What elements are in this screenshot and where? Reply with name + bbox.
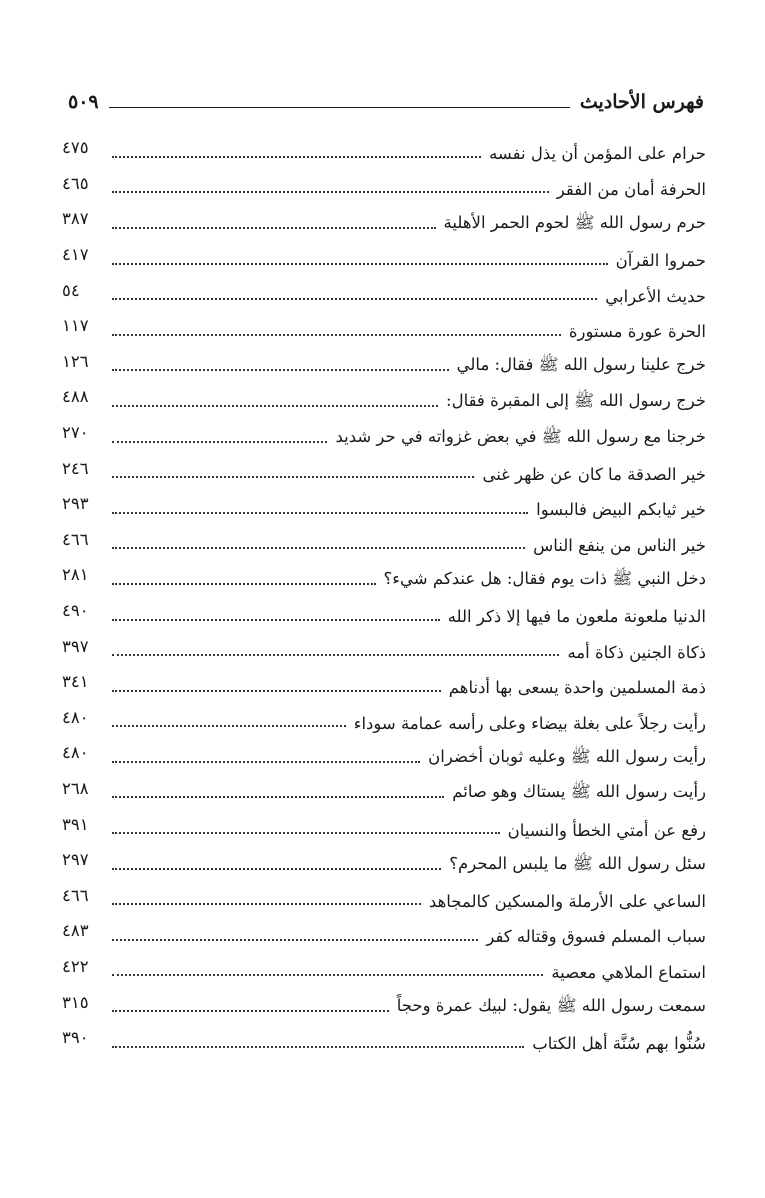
entry-page: ٣٩١: [62, 814, 89, 834]
entry-page: ١٢٦: [62, 351, 89, 371]
dot-leader: [112, 441, 327, 443]
entry-page: ٣٩٠: [62, 1028, 89, 1048]
page-header: [68, 84, 704, 114]
entry-text: سُنُّوا بهم سُنَّة أهل الكتاب: [532, 1034, 706, 1054]
dot-leader: [112, 939, 478, 941]
index-entry: [62, 492, 706, 528]
entry-text: حديث الأعرابي: [605, 286, 706, 306]
entry-page: ٤٨٠: [62, 707, 89, 727]
page-title: فهرس الأحاديث: [579, 91, 704, 113]
entry-text: سئل رسول الله ﷺ ما يلبس المحرم؟: [449, 853, 706, 873]
dot-leader: [112, 903, 421, 905]
entry-page: ٢٩٧: [62, 850, 89, 870]
entry-text: رأيت رسول الله ﷺ يستاك وهو صائم: [452, 782, 706, 802]
index-entry: [62, 314, 706, 350]
index-entry: [62, 421, 706, 457]
entry-page: ٤٧٥: [62, 138, 89, 158]
dot-leader: [112, 725, 346, 727]
entry-page: ١١٧: [62, 316, 89, 336]
dot-leader: [112, 761, 420, 763]
dot-leader: [112, 405, 438, 407]
entry-text: حرام على المؤمن أن يذل نفسه: [489, 144, 706, 164]
index-entry: [62, 172, 706, 208]
page-number: ٥٠٩: [68, 91, 99, 113]
index-list: [62, 136, 706, 1061]
entry-text: الحرة عورة مستورة: [568, 322, 706, 342]
entry-page: ٤٦٥: [62, 173, 89, 193]
entry-page: ٣١٥: [62, 992, 89, 1012]
entry-page: ٢٦٨: [62, 778, 89, 798]
dot-leader: [112, 334, 561, 336]
dot-leader: [112, 619, 440, 621]
entry-text: دخل النبي ﷺ ذات يوم فقال: هل عندكم شيء؟: [383, 568, 706, 588]
entry-text: الساعي على الأرملة والمسكين كالمجاهد: [428, 891, 706, 911]
index-entry: [62, 741, 706, 777]
entry-text: خير الصدقة ما كان عن ظهر غنى: [482, 464, 706, 484]
entry-page: ٤٦٦: [62, 885, 89, 905]
entry-text: الحرفة أمان من الفقر: [556, 179, 706, 199]
index-entry: [62, 243, 706, 279]
entry-page: ٢٨١: [62, 565, 89, 585]
entry-page: ٤٨٣: [62, 921, 89, 941]
index-entry: [62, 955, 706, 991]
dot-leader: [112, 832, 500, 834]
index-entry: [62, 1026, 706, 1062]
dot-leader: [112, 1046, 524, 1048]
index-entry: [62, 634, 706, 670]
entry-page: ٣٨٧: [62, 209, 89, 229]
entry-text: رأيت رسول الله ﷺ وعليه ثوبان أخضران: [428, 746, 706, 766]
entry-page: ٤٦٦: [62, 529, 89, 549]
entry-text: سمعت رسول الله ﷺ يقول: لبيك عمرة وحجاً: [396, 996, 706, 1016]
entry-page: ٢٤٦: [62, 458, 89, 478]
index-entry: [62, 528, 706, 564]
entry-text: رأيت رجلاً على بغلة بيضاء وعلى رأسه عمامة سوداء: [353, 713, 706, 733]
entry-text: خير ثيابكم البيض فالبسوا: [536, 500, 706, 520]
index-entry: [62, 706, 706, 742]
entry-text: ذمة المسلمين واحدة يسعى بها أدناهم: [448, 678, 706, 698]
entry-page: ٤٩٠: [62, 601, 89, 621]
dot-leader: [112, 654, 559, 656]
index-entry: [62, 385, 706, 421]
dot-leader: [112, 227, 436, 229]
entry-text: ذكاة الجنين ذكاة أمه: [567, 642, 706, 662]
index-entry: [62, 207, 706, 243]
entry-page: ٢٧٠: [62, 423, 89, 443]
entry-page: ٣٤١: [62, 672, 89, 692]
index-entry: [62, 919, 706, 955]
entry-page: ٤٨٨: [62, 387, 89, 407]
entry-page: ٤١٧: [62, 245, 89, 265]
entry-page: ٤٢٢: [62, 956, 89, 976]
dot-leader: [112, 512, 528, 514]
index-entry: [62, 883, 706, 919]
dot-leader: [112, 263, 608, 265]
entry-text: خرج رسول الله ﷺ إلى المقبرة فقال:: [446, 390, 706, 410]
index-entry: [62, 456, 706, 492]
entry-text: خير الناس من ينفع الناس: [533, 535, 706, 555]
entry-page: ٣٩٧: [62, 636, 89, 656]
index-entry: [62, 670, 706, 706]
entry-page: ٢٩٣: [62, 494, 89, 514]
dot-leader: [112, 796, 444, 798]
index-entry: [62, 136, 706, 172]
entry-text: حمروا القرآن: [615, 251, 706, 271]
index-entry: [62, 350, 706, 386]
dot-leader: [112, 868, 441, 870]
index-entry: [62, 812, 706, 848]
index-entry: [62, 278, 706, 314]
entry-text: استماع الملاهي معصية: [551, 962, 706, 982]
dot-leader: [112, 476, 474, 478]
dot-leader: [112, 583, 376, 585]
dot-leader: [112, 369, 449, 371]
entry-text: خرجنا مع رسول الله ﷺ في بعض غزواته في حر شديد: [335, 426, 706, 446]
entry-text: خرج علينا رسول الله ﷺ فقال: مالي: [456, 355, 706, 375]
entry-page: ٥٤: [62, 280, 80, 300]
index-entry: [62, 990, 706, 1026]
entry-page: ٤٨٠: [62, 743, 89, 763]
dot-leader: [112, 298, 597, 300]
index-entry: [62, 563, 706, 599]
index-entry: [62, 599, 706, 635]
dot-leader: [112, 974, 543, 976]
entry-text: رفع عن أمتي الخطأ والنسيان: [507, 820, 706, 840]
dot-leader: [112, 191, 549, 193]
header-rule: [109, 107, 570, 108]
entry-text: الدنيا ملعونة ملعون ما فيها إلا ذكر الله: [447, 607, 706, 627]
entry-text: حرم رسول الله ﷺ لحوم الحمر الأهلية: [443, 212, 706, 232]
dot-leader: [112, 1010, 389, 1012]
index-entry: [62, 777, 706, 813]
index-entry: [62, 848, 706, 884]
dot-leader: [112, 547, 525, 549]
dot-leader: [112, 156, 481, 158]
dot-leader: [112, 690, 441, 692]
entry-text: سباب المسلم فسوق وقتاله كفر: [486, 927, 706, 947]
